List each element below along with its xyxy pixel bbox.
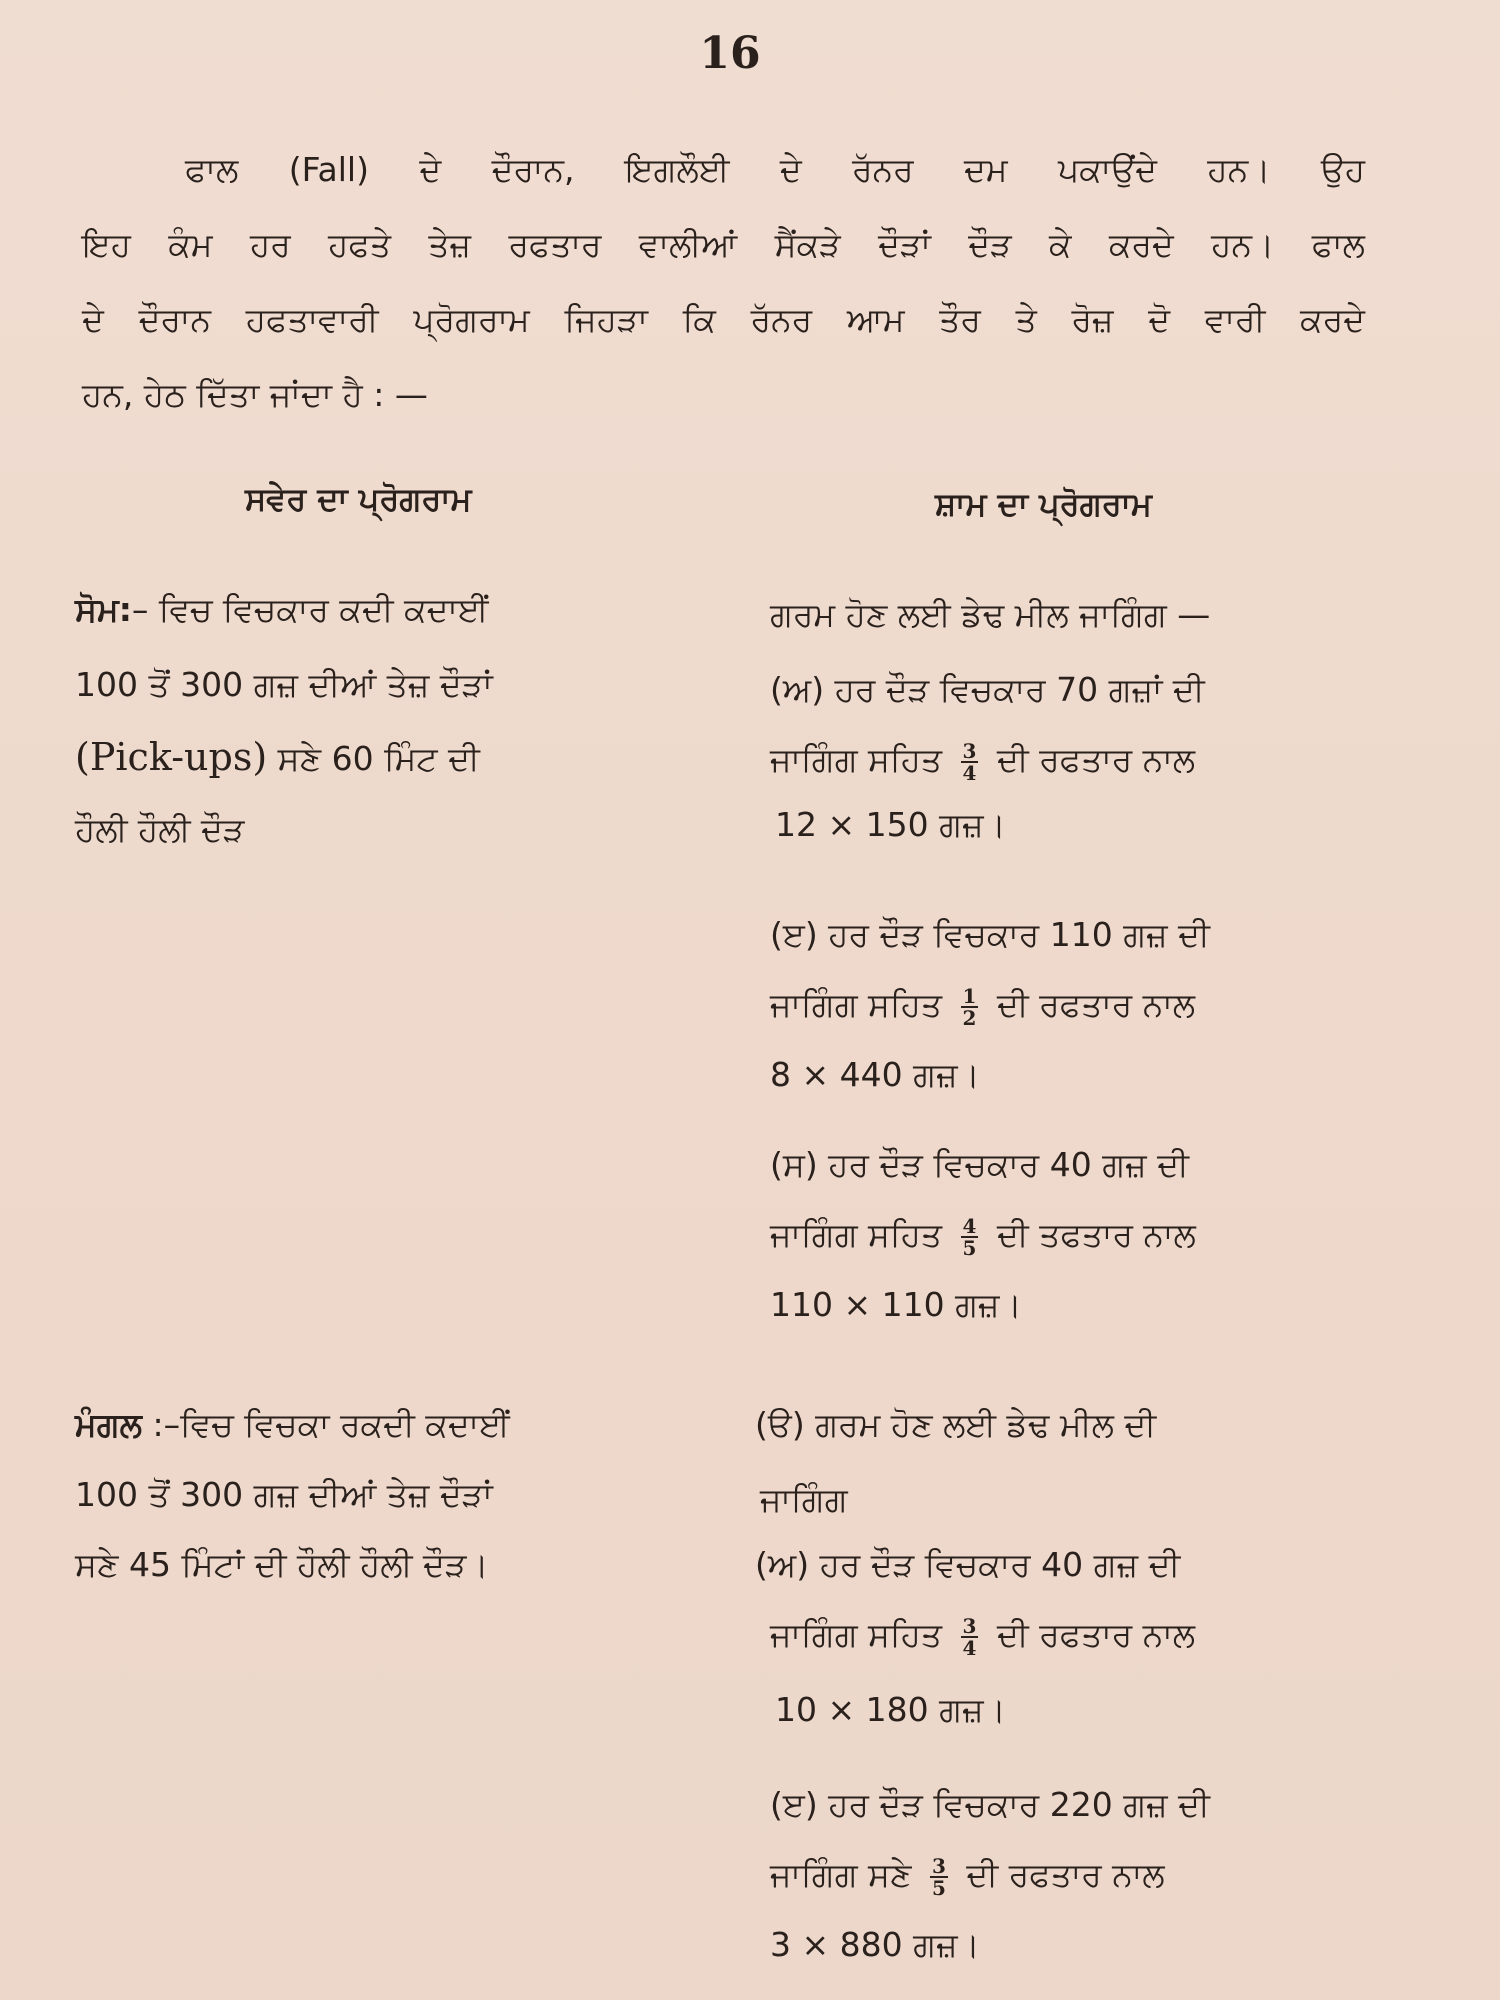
tue-eve-o-1: (ੳ) ਗਰਮ ਹੋਣ ਲਈ ਡੇਢ ਮੀਲ ਦੀ: [755, 1405, 1157, 1444]
fraction-four-fifths: [961, 1213, 979, 1260]
frac-den: 5: [962, 1235, 977, 1260]
tuesday-line-2: 100 ਤੋਂ 300 ਗਜ਼ ਦੀਆਂ ਤੇਜ਼ ਦੌੜਾਂ: [75, 1475, 493, 1514]
monday-evening-warmup: ਗਰਮ ਹੋਣ ਲਈ ਡੇਢ ਮੀਲ ਜਾਗਿੰਗ —: [770, 595, 1211, 634]
frac-num: 4: [962, 1213, 977, 1238]
mon-eve-c-2-rest: ਦੀ ਤਫਤਾਰ ਨਾਲ: [996, 1215, 1196, 1254]
mon-eve-c-3: 110 × 110 ਗਜ਼।: [770, 1285, 1022, 1324]
evening-heading: ਸ਼ਾਮ ਦਾ ਪ੍ਰੋਗਰਾਮ: [935, 485, 1152, 523]
monday-label: ਸੋਮ:: [75, 590, 132, 629]
tue-eve-b-2-rest: ਦੀ ਰਫਤਾਰ ਨਾਲ: [966, 1855, 1165, 1894]
monday-line-2: 100 ਤੋਂ 300 ਗਜ਼ ਦੀਆਂ ਤੇਜ਼ ਦੌੜਾਂ: [75, 665, 493, 704]
frac-den: 4: [962, 1635, 977, 1660]
frac-den: 5: [932, 1875, 946, 1900]
tuesday-label: ਮੰਗਲ: [75, 1405, 142, 1444]
frac-num: 3: [932, 1853, 946, 1878]
mon-eve-c-2-text: ਜਾਗਿੰਗ ਸਹਿਤ: [770, 1215, 943, 1254]
mon-eve-b-1: (ੲ) ਹਰ ਦੌੜ ਵਿਚਕਾਰ 110 ਗਜ਼ ਦੀ: [770, 915, 1210, 954]
intro-line-3: ਦੇ ਦੌਰਾਨ ਹਫਤਾਵਾਰੀ ਪ੍ਰੋਗਰਾਮ ਜਿਹੜਾ ਕਿ ਰੱਨਰ ਆਮ ਤੌਰ ਤੇ ਰੋਜ਼ ਦੋ ਵਾਰੀ ਕਰਦੇ: [82, 300, 1365, 339]
tue-eve-a-3: 10 × 180 ਗਜ਼।: [775, 1690, 1006, 1729]
mon-eve-c-1: (ਸ) ਹਰ ਦੌੜ ਵਿਚਕਾਰ 40 ਗਜ਼ ਦੀ: [770, 1145, 1189, 1184]
mon-eve-b-3: 8 × 440 ਗਜ਼।: [770, 1055, 980, 1094]
frac-num: 1: [962, 983, 977, 1008]
tue-eve-a-2: [770, 1615, 1195, 1658]
tue-eve-b-2-text: ਜਾਗਿੰਗ ਸਣੇ: [770, 1855, 912, 1894]
frac-den: 2: [962, 1005, 977, 1030]
tue-eve-a-1: (ਅ) ਹਰ ਦੌੜ ਵਿਚਕਾਰ 40 ਗਜ਼ ਦੀ: [755, 1545, 1181, 1584]
fraction-three-quarters: [961, 738, 979, 785]
morning-heading: ਸਵੇਰ ਦਾ ਪ੍ਰੋਗਰਾਮ: [245, 480, 472, 518]
mon-eve-c-2: [770, 1215, 1196, 1258]
tue-eve-o-2: ਜਾਗਿੰਗ: [760, 1480, 848, 1519]
tuesday-line-1: [75, 1405, 510, 1445]
intro-line-2: ਇਹ ਕੰਮ ਹਰ ਹਫਤੇ ਤੇਜ਼ ਰਫਤਾਰ ਵਾਲੀਆਂ ਸੈਂਕੜੇ ਦੌੜਾਂ ਦੌੜ ਕੇ ਕਰਦੇ ਹਨ। ਫਾਲ: [82, 225, 1365, 264]
page-number: 16: [699, 28, 761, 79]
intro-line-1: ਫਾਲ (Fall) ਦੇ ਦੌਰਾਨ, ਇਗਲੌਈ ਦੇ ਰੱਨਰ ਦਮ ਪਕਾਉਂਦੇ ਹਨ। ਉਹ: [185, 150, 1365, 189]
fraction-three-fifths: [930, 1853, 948, 1900]
tuesday-text-1: :–ਵਿਚ ਵਿਚਕਾ ਰਕਦੀ ਕਦਾਈਂ: [142, 1405, 510, 1444]
pickups-term: (Pick-ups): [75, 735, 268, 779]
monday-text-3: ਸਣੇ 60 ਮਿੰਟ ਦੀ: [277, 739, 480, 778]
tue-eve-a-2-text: ਜਾਗਿੰਗ ਸਹਿਤ: [770, 1615, 943, 1654]
mon-eve-a-3: 12 × 150 ਗਜ਼।: [775, 805, 1006, 844]
mon-eve-a-2-text: ਜਾਗਿੰਗ ਸਹਿਤ: [770, 740, 943, 779]
mon-eve-b-2-text: ਜਾਗਿੰਗ ਸਹਿਤ: [770, 985, 943, 1024]
frac-den: 4: [962, 760, 977, 785]
monday-text-1: – ਵਿਚ ਵਿਚਕਾਰ ਕਦੀ ਕਦਾਈਂ: [131, 590, 489, 629]
monday-line-1: [75, 590, 489, 630]
monday-line-4: ਹੌਲੀ ਹੌਲੀ ਦੌੜ: [75, 810, 245, 849]
monday-line-3: [75, 735, 480, 781]
mon-eve-a-2-rest: ਦੀ ਰਫਤਾਰ ਨਾਲ: [996, 740, 1196, 779]
intro-line-4: ਹਨ, ਹੇਠ ਦਿੱਤਾ ਜਾਂਦਾ ਹੈ : —: [82, 375, 428, 414]
fraction-one-half: [961, 983, 979, 1030]
fraction-three-quarters-2: [961, 1613, 979, 1660]
tuesday-line-3: ਸਣੇ 45 ਮਿੰਟਾਂ ਦੀ ਹੌਲੀ ਹੌਲੀ ਦੌੜ।: [75, 1545, 489, 1584]
frac-num: 3: [962, 738, 977, 763]
mon-eve-a-2: [770, 740, 1195, 783]
tue-eve-b-3: 3 × 880 ਗਜ਼।: [770, 1925, 980, 1964]
tue-eve-b-2: [770, 1855, 1165, 1898]
mon-eve-b-2: [770, 985, 1195, 1028]
frac-num: 3: [962, 1613, 977, 1638]
mon-eve-b-2-rest: ਦੀ ਰਫਤਾਰ ਨਾਲ: [996, 985, 1196, 1024]
tue-eve-b-1: (ੲ) ਹਰ ਦੌੜ ਵਿਚਕਾਰ 220 ਗਜ਼ ਦੀ: [770, 1785, 1210, 1824]
mon-eve-a-1: (ਅ) ਹਰ ਦੌੜ ਵਿਚਕਾਰ 70 ਗਜ਼ਾਂ ਦੀ: [770, 670, 1205, 709]
tue-eve-a-2-rest: ਦੀ ਰਫਤਾਰ ਨਾਲ: [996, 1615, 1196, 1654]
